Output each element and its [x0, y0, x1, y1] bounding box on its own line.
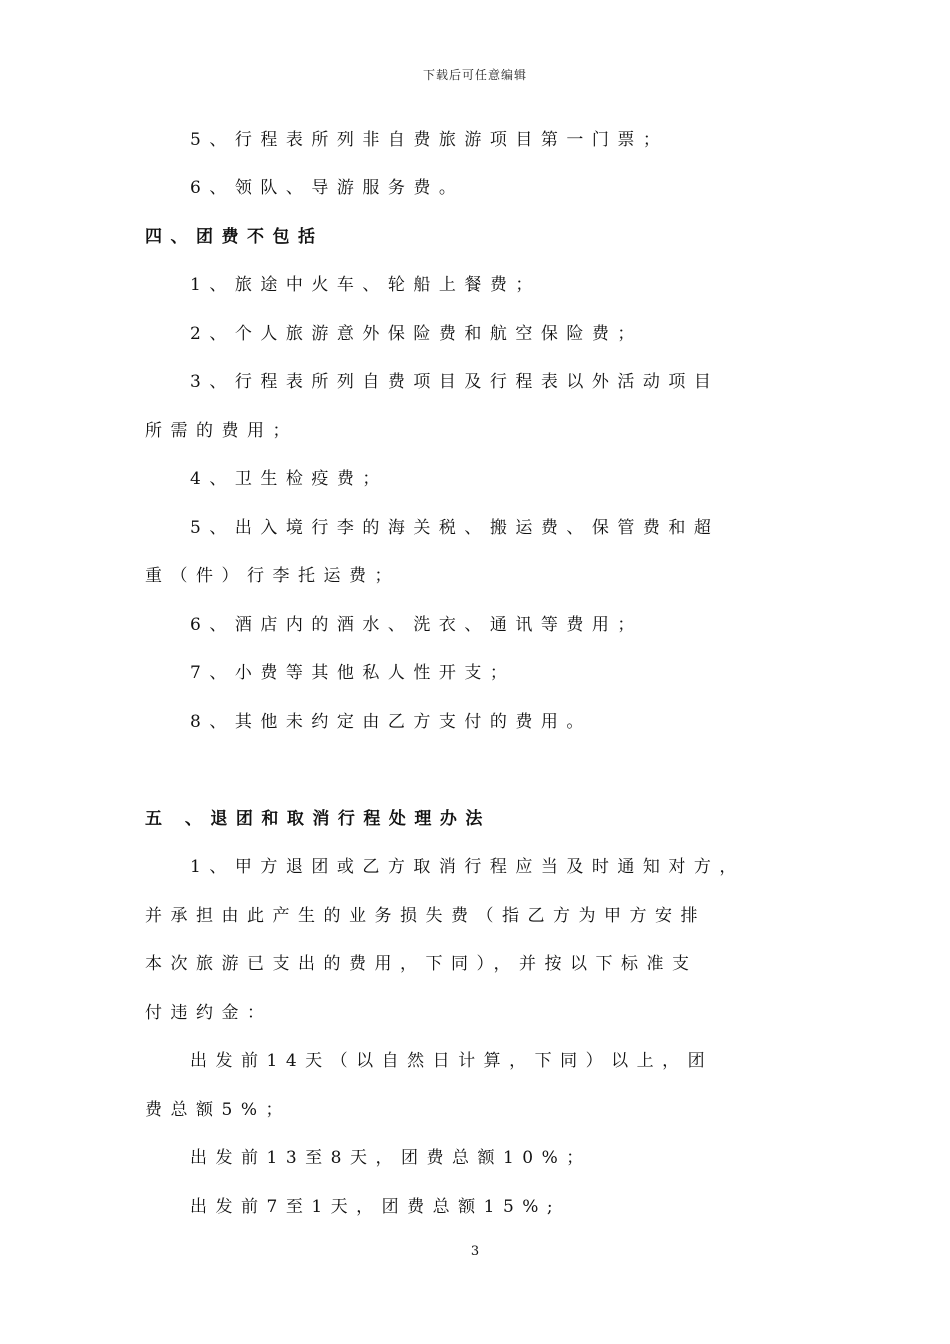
- section-heading: 四、团费不包括: [145, 227, 324, 247]
- text-line: 3、行程表所列自费项目及行程表以外活动项目: [190, 372, 720, 392]
- text-line: 费总额5%；: [145, 1100, 291, 1120]
- text-line: 2、个人旅游意外保险费和航空保险费；: [190, 324, 643, 344]
- text-line: 1、甲方退团或乙方取消行程应当及时通知对方，: [190, 857, 745, 877]
- text-line: 4、卫生检疫费；: [190, 469, 388, 489]
- text-line: 本次旅游已支出的费用，下同），并按以下标准支: [145, 954, 698, 974]
- text-line: 5、行程表所列非自费旅游项目第一门票；: [190, 130, 669, 150]
- text-line: 付违约金：: [145, 1003, 273, 1023]
- text-line: 出发前13至8天，团费总额10%；: [190, 1148, 592, 1168]
- text-line: 出发前14天（以自然日计算，下同）以上，团: [190, 1051, 714, 1071]
- text-line: 重（件）行李托运费；: [145, 566, 400, 586]
- text-line: 6、领队、导游服务费。: [190, 178, 465, 198]
- page-number: 3: [470, 1244, 480, 1259]
- section-heading: 五 、退团和取消行程处理办法: [145, 809, 491, 829]
- text-line: 6、酒店内的酒水、洗衣、通讯等费用；: [190, 615, 643, 635]
- text-line: 7、小费等其他私人性开支；: [190, 663, 516, 683]
- text-line: 出发前7至1天，团费总额15%;: [190, 1197, 562, 1217]
- text-line: 并承担由此产生的业务损失费（指乙方为甲方安排: [145, 906, 706, 926]
- text-line: 所需的费用；: [145, 421, 298, 441]
- text-line: 8、其他未约定由乙方支付的费用。: [190, 712, 592, 732]
- page-header: 下载后可任意编辑: [422, 68, 527, 82]
- text-line: 5、出入境行李的海关税、搬运费、保管费和超: [190, 518, 720, 538]
- text-line: 1、旅途中火车、轮船上餐费；: [190, 275, 541, 295]
